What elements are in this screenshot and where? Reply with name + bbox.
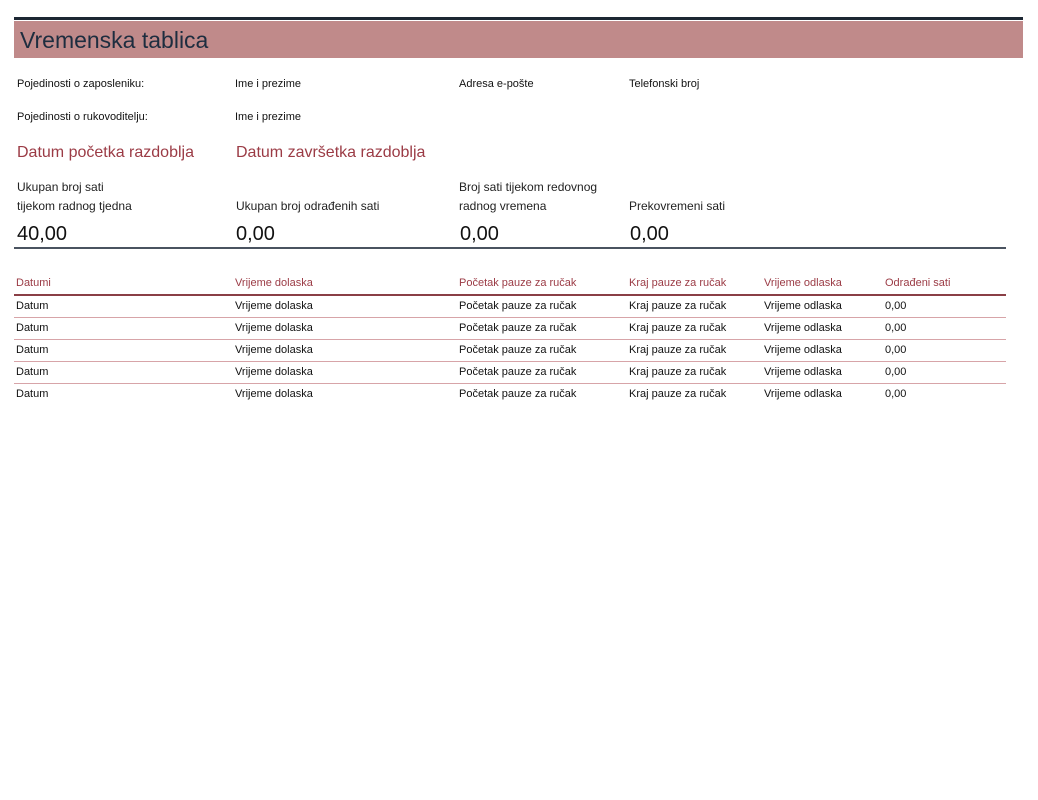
total-worked-label: Ukupan broj odrađenih sati — [236, 199, 380, 213]
cell-date[interactable]: Datum — [16, 388, 49, 400]
cell-lunch-end[interactable]: Kraj pauze za ručak — [629, 366, 727, 378]
title-top-rule — [14, 17, 1023, 20]
cell-lunch-start[interactable]: Početak pauze za ručak — [459, 344, 577, 356]
table-row — [14, 362, 1006, 384]
cell-departure[interactable]: Vrijeme odlaska — [764, 388, 842, 400]
manager-name-field[interactable]: Ime i prezime — [235, 111, 302, 123]
table-header — [14, 277, 1006, 296]
table-row — [14, 318, 1006, 340]
period-end-field[interactable]: Datum završetka razdoblja — [236, 144, 426, 161]
regular-hours-label: Broj sati tijekom redovnog radnog vremena — [459, 180, 598, 213]
table-row — [14, 340, 1006, 362]
cell-date[interactable]: Datum — [16, 322, 49, 334]
cell-hours: 0,00 — [885, 344, 907, 356]
table-row — [14, 384, 1006, 405]
overtime-label: Prekovremeni sati — [629, 199, 726, 213]
cell-arrival[interactable]: Vrijeme dolaska — [235, 344, 313, 356]
cell-date[interactable]: Datum — [16, 366, 49, 378]
table-row — [14, 296, 1006, 318]
cell-departure[interactable]: Vrijeme odlaska — [764, 366, 842, 378]
cell-arrival[interactable]: Vrijeme dolaska — [235, 366, 313, 378]
title-band — [14, 21, 1023, 58]
cell-hours: 0,00 — [885, 322, 907, 334]
overtime-value: 0,00 — [630, 223, 669, 245]
cell-departure[interactable]: Vrijeme odlaska — [764, 300, 842, 312]
regular-hours-value: 0,00 — [460, 223, 499, 245]
cell-arrival[interactable]: Vrijeme dolaska — [235, 388, 313, 400]
page-title[interactable]: Vremenska tablica — [20, 27, 209, 53]
cell-date[interactable]: Datum — [16, 300, 49, 312]
header-lunch-end[interactable]: Kraj pauze za ručak — [629, 277, 727, 289]
cell-departure[interactable]: Vrijeme odlaska — [764, 344, 842, 356]
cell-lunch-start[interactable]: Početak pauze za ručak — [459, 322, 577, 334]
cell-lunch-end[interactable]: Kraj pauze za ručak — [629, 388, 727, 400]
total-week-value[interactable]: 40,00 — [17, 223, 68, 245]
manager-details-label: Pojedinosti o rukovoditelju: — [17, 111, 148, 123]
cell-lunch-start[interactable]: Početak pauze za ručak — [459, 366, 577, 378]
employee-name-field[interactable]: Ime i prezime — [235, 78, 302, 90]
cell-lunch-end[interactable]: Kraj pauze za ručak — [629, 322, 727, 334]
cell-hours: 0,00 — [885, 300, 907, 312]
header-lunch-start[interactable]: Početak pauze za ručak — [459, 277, 577, 289]
cell-lunch-start[interactable]: Početak pauze za ručak — [459, 300, 577, 312]
cell-arrival[interactable]: Vrijeme dolaska — [235, 322, 313, 334]
header-arrival-time[interactable]: Vrijeme dolaska — [235, 277, 313, 289]
summary-divider — [14, 247, 1006, 249]
header-departure-time[interactable]: Vrijeme odlaska — [764, 277, 842, 289]
cell-arrival[interactable]: Vrijeme dolaska — [235, 300, 313, 312]
employee-phone-field[interactable]: Telefonski broj — [629, 78, 700, 90]
period-start-field[interactable]: Datum početka razdoblja — [17, 144, 194, 161]
cell-hours: 0,00 — [885, 388, 907, 400]
cell-lunch-end[interactable]: Kraj pauze za ručak — [629, 344, 727, 356]
employee-email-field[interactable]: Adresa e-pošte — [459, 78, 534, 90]
cell-lunch-start[interactable]: Početak pauze za ručak — [459, 388, 577, 400]
cell-lunch-end[interactable]: Kraj pauze za ručak — [629, 300, 727, 312]
cell-hours: 0,00 — [885, 366, 907, 378]
employee-details-label: Pojedinosti o zaposleniku: — [17, 78, 145, 90]
total-week-label: Ukupan broj sati tijekom radnog tjedna — [17, 180, 132, 213]
header-hours-worked[interactable]: Odrađeni sati — [885, 277, 951, 289]
cell-departure[interactable]: Vrijeme odlaska — [764, 322, 842, 334]
cell-date[interactable]: Datum — [16, 344, 49, 356]
header-dates[interactable]: Datumi — [16, 277, 51, 289]
total-worked-value: 0,00 — [236, 223, 275, 245]
